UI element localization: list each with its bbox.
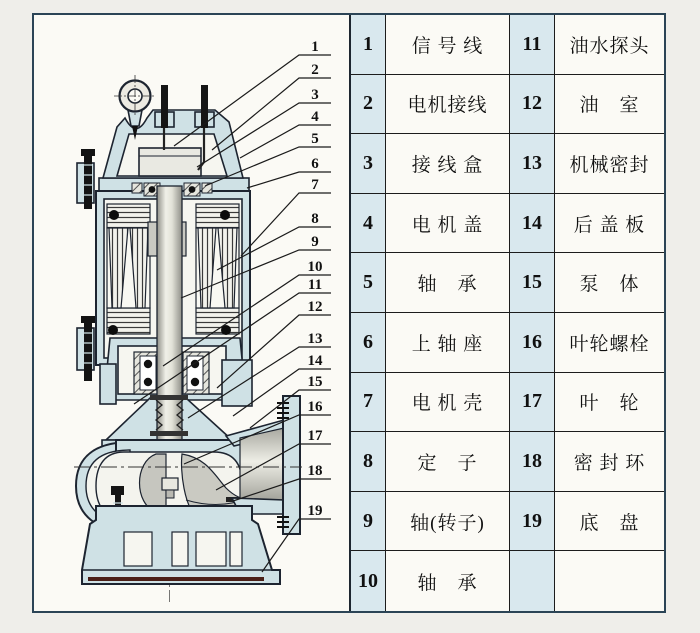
part-number-cell: 2: [351, 75, 386, 135]
callout-number: 13: [307, 331, 323, 347]
part-number-cell: 11: [510, 15, 555, 75]
junction-box: [139, 148, 201, 176]
callout-number: 6: [311, 156, 319, 172]
part-number-cell: 6: [351, 313, 386, 373]
part-name-cell: 泵 体: [555, 253, 664, 313]
part-name-cell: 后 盖 板: [555, 194, 664, 254]
part-name-cell: 接 线 盒: [386, 134, 510, 194]
part-number-cell: 1: [351, 15, 386, 75]
signal-cable: [161, 85, 168, 128]
part-name-cell: 轴 承: [386, 253, 510, 313]
part-name-cell: 信 号 线: [386, 15, 510, 75]
part-number-cell: 5: [351, 253, 386, 313]
part-name-cell: 电 机 壳: [386, 373, 510, 433]
callout-number: 10: [307, 259, 323, 275]
callout-number: 19: [307, 503, 323, 519]
part-name-cell: 叶轮螺栓: [555, 313, 664, 373]
part-name-cell: 电 机 盖: [386, 194, 510, 254]
part-number-cell: 8: [351, 432, 386, 492]
callout-number: 4: [311, 109, 319, 125]
part-number-cell: 17: [510, 373, 555, 433]
part-name-cell: 底 盘: [555, 492, 664, 552]
part-number-cell: 7: [351, 373, 386, 433]
impeller-bolt: [162, 478, 178, 490]
part-number-cell: 18: [510, 432, 555, 492]
callout-number: 15: [307, 374, 323, 390]
part-number-cell: 19: [510, 492, 555, 552]
callout-number: 18: [307, 463, 323, 479]
part-number-cell: 9: [351, 492, 386, 552]
callout-number: 14: [307, 353, 323, 369]
part-name-cell: 叶 轮: [555, 373, 664, 433]
part-name-cell: 上 轴 座: [386, 313, 510, 373]
part-name-cell: 定 子: [386, 432, 510, 492]
part-number-cell: 14: [510, 194, 555, 254]
base-gasket: [88, 577, 264, 581]
part-name-cell: 轴 承: [386, 551, 510, 611]
callout-number: 5: [311, 131, 319, 147]
callout-number: 2: [311, 62, 319, 78]
callout-number: 12: [307, 299, 323, 315]
callout-number: 16: [307, 399, 323, 415]
callout-number: 3: [311, 87, 319, 103]
part-name-cell: 油水探头: [555, 15, 664, 75]
side-clamp-bolts: [77, 149, 95, 381]
pump-body-group: [74, 75, 302, 602]
callout-number: 11: [307, 277, 323, 293]
discharge-flange: [283, 396, 300, 534]
callout-number: 1: [311, 39, 319, 55]
part-number-cell: 15: [510, 253, 555, 313]
part-name-cell: 轴(转子): [386, 492, 510, 552]
part-number-cell: 16: [510, 313, 555, 373]
part-number-cell: 3: [351, 134, 386, 194]
part-name-cell: 油 室: [555, 75, 664, 135]
callout-number: 7: [311, 177, 319, 193]
callout-number: 9: [311, 234, 319, 250]
base-stand: [82, 506, 280, 584]
part-name-cell: 密 封 环: [555, 432, 664, 492]
part-number-cell: 13: [510, 134, 555, 194]
part-name-cell: 电机接线: [386, 75, 510, 135]
callout-number: 8: [311, 211, 319, 227]
part-number-cell: 12: [510, 75, 555, 135]
callout-numbers: [308, 39, 324, 519]
part-number-cell: 4: [351, 194, 386, 254]
part-name-cell: 机械密封: [555, 134, 664, 194]
part-number-cell: 10: [351, 551, 386, 611]
callout-number: 17: [307, 428, 323, 444]
